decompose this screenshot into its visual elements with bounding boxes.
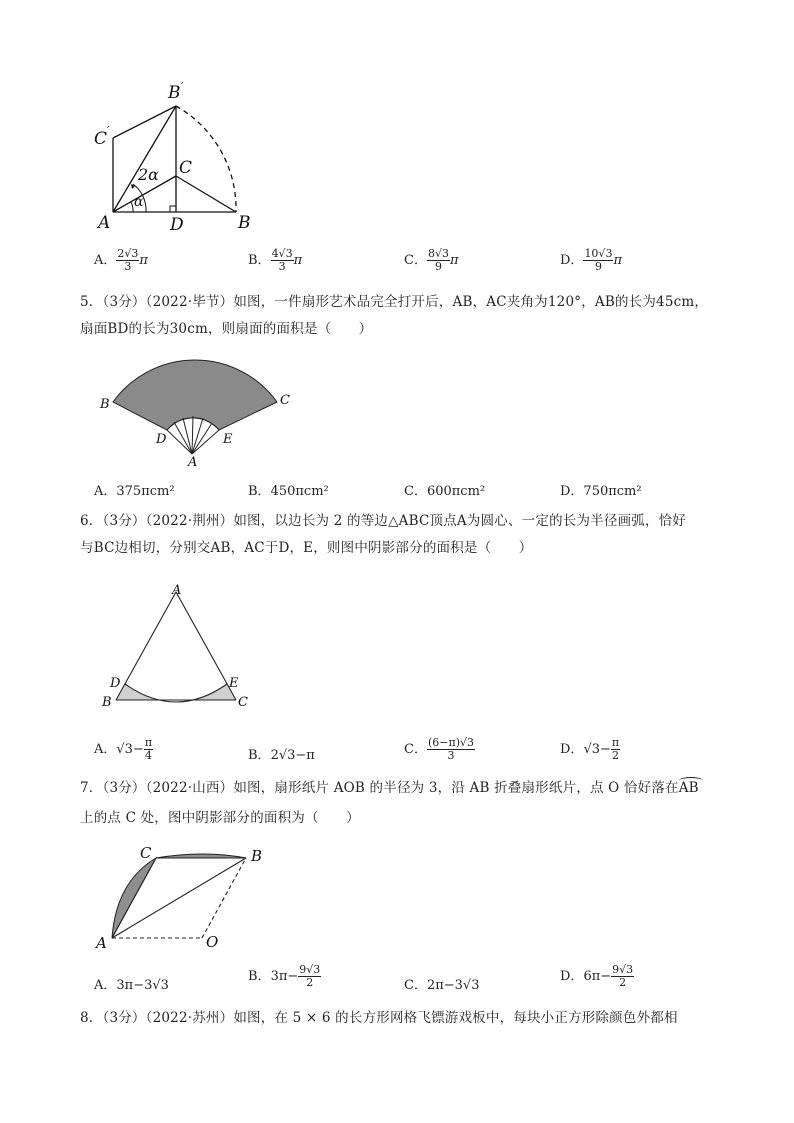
q6-option-c: C． $\frac{(6-\pi)√3}{3}$ <box>404 736 474 762</box>
q7-option-d: D．6π− $\frac{9√3}{2}$ <box>560 963 634 989</box>
q5-option-d: D．750πcm² <box>560 484 642 499</box>
q7-option-a: A．3π−3√3 <box>94 978 169 993</box>
q7-arc-mark <box>679 777 703 784</box>
q6-label-E: E <box>229 676 239 691</box>
q4-label-2alpha: 2α <box>138 165 159 184</box>
q4-label-D: D <box>170 215 184 235</box>
q6-option-b: B．2√3−π <box>248 748 315 763</box>
q4-option-d: D． $\frac{10√3}{9}$ π <box>560 247 622 273</box>
q4-option-c: C． $\frac{8√3}{9}$ π <box>404 247 459 273</box>
q4-label-A: A <box>98 213 111 233</box>
q6-label-D: D <box>110 676 121 691</box>
q5-line1: 5．（3分）（2022·毕节）如图，一件扇形艺术品完全打开后，AB，AC夹角为120°，AB的长为45cm， <box>80 294 709 310</box>
q7-figure <box>94 842 284 958</box>
q6-option-d: D．√3− $\frac{\pi}{2}$ <box>560 736 620 762</box>
q4-label-C: C <box>179 158 193 178</box>
q7-option-b: B．3π− $\frac{9√3}{2}$ <box>248 963 321 989</box>
q5-label-E: E <box>223 432 233 447</box>
q7-figure-svg <box>94 842 284 958</box>
q5-label-D: D <box>156 432 167 447</box>
q6-label-A: A <box>172 583 182 598</box>
q4-label-Bp: B <box>168 83 181 103</box>
q4-option-b: B． $\frac{4√3}{3}$ π <box>248 247 303 273</box>
q4-label-Cp: C <box>94 129 108 149</box>
q6-figure <box>98 580 258 710</box>
q7-label-B: B <box>251 847 263 865</box>
q5-figure <box>96 354 296 470</box>
q4-label-B: B <box>238 213 251 233</box>
q7-line2: 上的点 C 处，图中阴影部分的面积为（ ） <box>80 810 360 826</box>
q6-line1: 6．（3分）（2022·荆州）如图，以边长为 2 的等边△ABC顶点A为圆心、一定的长为半径画弧，恰好 <box>80 513 687 529</box>
q4-figure <box>88 78 268 238</box>
q5-line2: 扇面BD的长为30cm，则扇面的面积是（ ） <box>80 321 373 337</box>
q4-label-alpha: α <box>134 194 144 210</box>
q5-label-A: A <box>188 455 198 470</box>
svg-text:′: ′ <box>107 124 110 137</box>
q8-line1: 8．（3分）（2022·苏州）如图，在 5 × 6 的长方形网格飞镖游戏板中，每块小正方形除颜色外都相 <box>80 1010 678 1026</box>
q6-figure-svg <box>98 580 258 710</box>
q7-label-C: C <box>140 844 152 862</box>
q4-option-a: A． $\frac{2√3}{3}$ π <box>94 247 148 273</box>
svg-text:′: ′ <box>181 80 184 93</box>
q5-label-B: B <box>100 397 110 412</box>
q5-option-a: A．375πcm² <box>94 484 175 499</box>
q7-label-O: O <box>206 933 219 951</box>
q7-option-c: C．2π−3√3 <box>404 978 480 993</box>
q6-line2: 与BC边相切，分别交AB，AC于D，E，则图中阴影部分的面积是（ ） <box>80 540 533 556</box>
q7-label-A: A <box>96 934 107 952</box>
q6-option-a: A．√3− $\frac{\pi}{4}$ <box>94 736 153 762</box>
q6-label-B: B <box>102 695 112 710</box>
q5-figure-svg <box>96 354 296 470</box>
q5-label-C: C <box>280 393 290 408</box>
q6-label-C: C <box>238 695 248 710</box>
q7-line1: 7．（3分）（2022·山西）如图，扇形纸片 AOB 的半径为 3，沿 AB 折叠扇形纸片，点 O 恰好落在AB <box>80 780 699 796</box>
q5-option-c: C．600πcm² <box>404 484 486 499</box>
q5-option-b: B．450πcm² <box>248 484 329 499</box>
q4-figure-svg <box>88 78 268 238</box>
